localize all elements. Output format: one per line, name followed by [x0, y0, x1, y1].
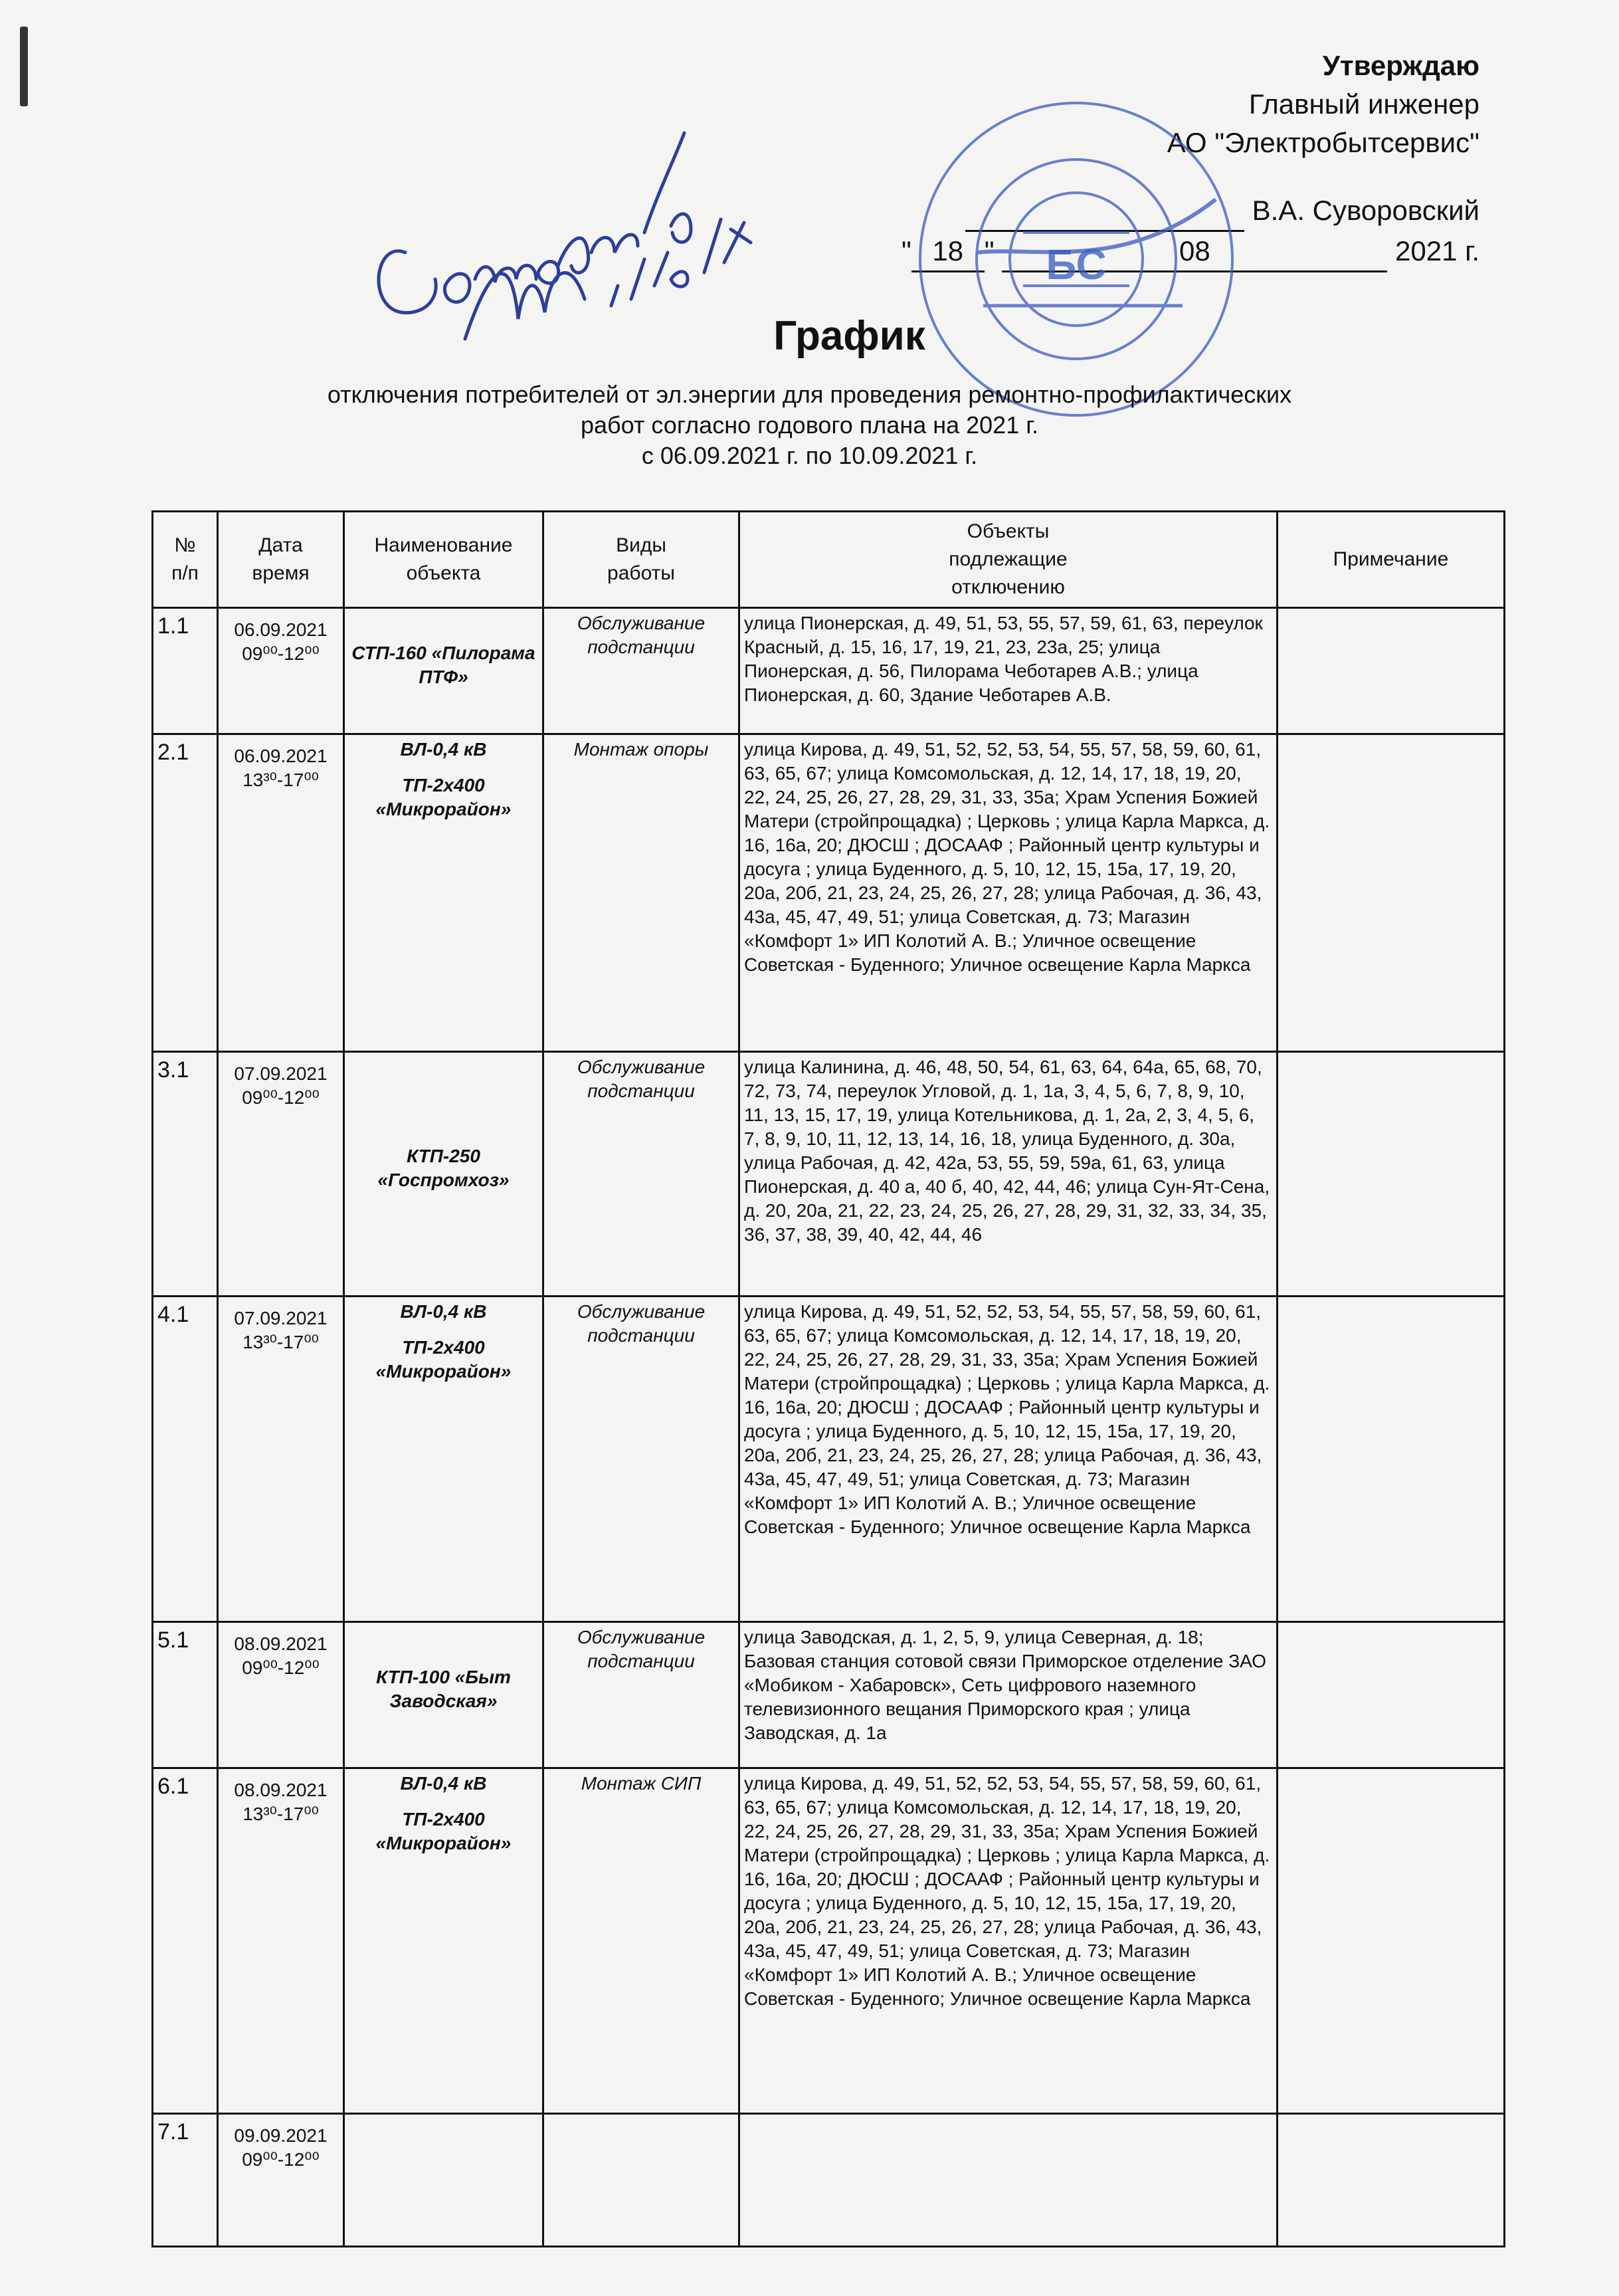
row-num: 1.1: [153, 608, 218, 734]
approval-block: [902, 47, 1479, 272]
signature-underline: [965, 191, 1244, 232]
header-date: [218, 512, 344, 608]
stamp-center-text: БС: [1046, 241, 1107, 288]
row-affected: [739, 2114, 1278, 2247]
row-date: 08.09.2021: [234, 1780, 328, 1800]
row-work: Обслуживание подстанции: [543, 1052, 739, 1297]
row-note: [1278, 2114, 1505, 2247]
header-object-name: [344, 512, 543, 608]
row-date: 07.09.2021: [234, 1308, 328, 1328]
document-title: График: [773, 313, 925, 359]
row-object-line: ТП-2х400 «Микрорайон»: [375, 1809, 512, 1853]
row-datetime: [218, 608, 344, 734]
row-date: 06.09.2021: [234, 746, 328, 766]
row-num: 2.1: [153, 734, 218, 1052]
row-object-line: ВЛ-0,4 кВ: [400, 739, 487, 760]
row-object: [344, 608, 543, 734]
row-datetime: [218, 1768, 344, 2114]
row-object-line: КТП-100 «Быт Заводская»: [376, 1666, 511, 1711]
row-num: 4.1: [153, 1297, 218, 1622]
row-affected: улица Заводская, д. 1, 2, 5, 9, улица Северная, д. 18; Базовая станция сотовой связи Приморское отделение ЗАО «Мобиком - Хабаровск», Сеть цифрового наземного телевизионного вещания Приморского края ; улица Заводская, д. 1а: [739, 1622, 1278, 1768]
header-work-l1: Виды: [616, 534, 666, 556]
date-quote-open: ": [901, 235, 911, 266]
subtitle-line-3: с 06.09.2021 г. по 10.09.2021 г.: [641, 442, 978, 469]
title-block: [0, 312, 1619, 471]
row-time: 09⁰⁰-12⁰⁰: [242, 1087, 320, 1108]
row-time: 09⁰⁰-12⁰⁰: [242, 2149, 320, 2170]
row-object-line: ТП-2х400 «Микрорайон»: [375, 775, 512, 819]
row-work: [543, 2114, 739, 2247]
header-num-l2: п/п: [171, 562, 199, 584]
row-object-line: ВЛ-0,4 кВ: [400, 1773, 487, 1794]
row-object-line: СТП-160 «Пилорама ПТФ»: [351, 642, 535, 687]
table-row: [153, 1052, 1505, 1297]
row-date: 07.09.2021: [234, 1063, 328, 1084]
schedule-table: [151, 510, 1505, 2247]
row-object: [344, 2114, 543, 2247]
row-datetime: [218, 1622, 344, 1768]
signature-line: [902, 191, 1479, 232]
row-datetime: [218, 2114, 344, 2247]
row-object: [344, 1622, 543, 1768]
row-work: Обслуживание подстанции: [543, 608, 739, 734]
header-object-l2: объекта: [406, 562, 481, 584]
row-note: [1278, 1052, 1505, 1297]
row-datetime: [218, 734, 344, 1052]
approval-position: Главный инженер: [1248, 88, 1479, 120]
row-time: 13³⁰-17⁰⁰: [242, 1332, 319, 1352]
row-date: 09.09.2021: [234, 2125, 328, 2146]
row-affected: улица Пионерская, д. 49, 51, 53, 55, 57, 59, 61, 63, переулок Красный, д. 15, 16, 17, 19, 21, 23, 23а, 25; улица Пионерская, д. 56, Пилорама Чеботарев А.В.; улица Пионерская, д. 60, Здание Чеботарев А.В.: [739, 608, 1278, 734]
subtitle-line-1: отключения потребителей от эл.энергии для проведения ремонтно-профилактических: [327, 381, 1292, 408]
header-object-l1: Наименование: [374, 534, 513, 556]
row-object-line: ТП-2х400 «Микрорайон»: [375, 1337, 512, 1382]
header-affected: [739, 512, 1278, 608]
row-datetime: [218, 1297, 344, 1622]
row-date: 08.09.2021: [234, 1633, 328, 1654]
header-affected-l3: отключению: [951, 576, 1065, 598]
row-note: [1278, 1297, 1505, 1622]
table-row: [153, 734, 1505, 1052]
row-object-line: ВЛ-0,4 кВ: [400, 1301, 487, 1322]
row-object: [344, 1768, 543, 2114]
header-work-l2: работы: [607, 562, 675, 584]
row-note: [1278, 1768, 1505, 2114]
approval-word: Утверждаю: [1322, 50, 1479, 81]
table-row: [153, 1297, 1505, 1622]
row-affected: улица Кирова, д. 49, 51, 52, 52, 53, 54, 55, 57, 58, 59, 60, 61, 63, 65, 67; улица Комсомольская, д. 12, 14, 17, 18, 19, 20, 22, 24, 25, 26, 27, 28, 29, 31, 33, 35а; Храм Успения Божией Матери (стройпрощадка) ; Церковь ; улица Карла Маркса, д. 16, 16а, 20; ДЮСШ ; ДОСААФ ; Районный центр культуры и досуга ; улица Буденного, д. 5, 10, 12, 15, 15а, 17, 19, 20, 20а, 20б, 21, 23, 24, 25, 26, 27, 28; улица Рабочая, д. 36, 43, 43а, 45, 47, 49, 51; улица Советская, д. 73; Магазин «Комфорт 1» ИП Колотий А. В.; Уличное освещение Советская - Буденного; Уличное освещение Карла Маркса: [739, 1768, 1278, 2114]
row-work: Монтаж опоры: [543, 734, 739, 1052]
row-object: [344, 1297, 543, 1622]
table-row: [153, 1622, 1505, 1768]
table-row: [153, 2114, 1505, 2247]
row-affected: улица Калинина, д. 46, 48, 50, 54, 61, 63, 64, 64а, 65, 68, 70, 72, 73, 74, переулок Угловой, д. 1, 1а, 3, 4, 5, 6, 7, 8, 9, 10, 11, 13, 15, 17, 19, улица Котельникова, д. 1, 2а, 2, 3, 4, 5, 6, 7, 8, 9, 10, 11, 12, 13, 14, 16, 18, улица Буденного, д. 30а, улица Рабочая, д. 42, 42а, 53, 55, 59, 59а, 61, 63, улица Пионерская, д. 40 а, 40 б, 40, 42, 44, 46; улица Сун-Ят-Сена, д. 20, 20а, 21, 22, 23, 24, 25, 26, 27, 28, 29, 31, 32, 33, 34, 35, 36, 37, 38, 39, 40, 42, 44, 46: [739, 1052, 1278, 1297]
header-affected-l1: Объекты: [967, 520, 1050, 542]
row-work: Обслуживание подстанции: [543, 1622, 739, 1768]
date-day: 18: [911, 232, 985, 272]
row-affected: улица Кирова, д. 49, 51, 52, 52, 53, 54, 55, 57, 58, 59, 60, 61, 63, 65, 67; улица Комсомольская, д. 12, 14, 17, 18, 19, 20, 22, 24, 25, 26, 27, 28, 29, 31, 33, 35а; Храм Успения Божией Матери (стройпрощадка) ; Церковь ; улица Карла Маркса, д. 16, 16а, 20; ДЮСШ ; ДОСААФ ; Районный центр культуры и досуга ; улица Буденного, д. 5, 10, 12, 15, 15а, 17, 19, 20, 20а, 20б, 21, 23, 24, 25, 26, 27, 28; улица Рабочая, д. 36, 43, 43а, 45, 47, 49, 51; улица Советская, д. 73; Магазин «Комфорт 1» ИП Колотий А. В.; Уличное освещение Советская - Буденного; Уличное освещение Карла Маркса: [739, 734, 1278, 1052]
header-date-l2: время: [252, 562, 310, 584]
header-affected-l2: подлежащие: [949, 548, 1068, 570]
row-object: [344, 1052, 543, 1297]
table-row: [153, 608, 1505, 734]
row-note: [1278, 734, 1505, 1052]
scan-binder-mark: [20, 27, 28, 106]
row-time: 09⁰⁰-12⁰⁰: [242, 643, 320, 664]
table-row: [153, 1768, 1505, 2114]
row-work: Обслуживание подстанции: [543, 1297, 739, 1622]
row-affected: улица Кирова, д. 49, 51, 52, 52, 53, 54, 55, 57, 58, 59, 60, 61, 63, 65, 67; улица Комсомольская, д. 12, 14, 17, 18, 19, 20, 22, 24, 25, 26, 27, 28, 29, 31, 33, 35а; Храм Успения Божией Матери (стройпрощадка) ; Церковь ; улица Карла Маркса, д. 16, 16а, 20; ДЮСШ ; ДОСААФ ; Районный центр культуры и досуга ; улица Буденного, д. 5, 10, 12, 15, 15а, 17, 19, 20, 20а, 20б, 21, 23, 24, 25, 26, 27, 28; улица Рабочая, д. 36, 43, 43а, 45, 47, 49, 51; улица Советская, д. 73; Магазин «Комфорт 1» ИП Колотий А. В.; Уличное освещение Советская - Буденного; Уличное освещение Карла Маркса: [739, 1297, 1278, 1622]
row-time: 13³⁰-17⁰⁰: [242, 770, 319, 790]
row-date: 06.09.2021: [234, 619, 328, 640]
date-month: 08: [1002, 232, 1387, 272]
header-num: [153, 512, 218, 608]
row-num: 6.1: [153, 1768, 218, 2114]
header-num-l1: №: [174, 534, 196, 556]
date-year: 2021 г.: [1395, 235, 1479, 266]
row-datetime: [218, 1052, 344, 1297]
approval-org: АО "Электробытсервис": [1167, 127, 1479, 158]
row-time: 09⁰⁰-12⁰⁰: [242, 1657, 320, 1678]
header-note-l1: Примечание: [1333, 548, 1449, 570]
date-quote-close: ": [984, 235, 995, 266]
row-num: 3.1: [153, 1052, 218, 1297]
approval-date: [902, 232, 1479, 272]
row-num: 7.1: [153, 2114, 218, 2247]
row-num: 5.1: [153, 1622, 218, 1768]
row-object: [344, 734, 543, 1052]
row-note: [1278, 608, 1505, 734]
header-note: [1278, 512, 1505, 608]
row-object-line: КТП-250 «Госпромхоз»: [377, 1145, 510, 1190]
row-work: Монтаж СИП: [543, 1768, 739, 2114]
row-note: [1278, 1622, 1505, 1768]
approval-signer: В.А. Суворовский: [1252, 195, 1479, 226]
header-row: [153, 512, 1505, 608]
header-date-l1: Дата: [258, 534, 303, 556]
document-subtitle: [0, 379, 1619, 471]
subtitle-line-2: работ согласно годового плана на 2021 г.: [581, 411, 1038, 439]
header-work-type: [543, 512, 739, 608]
row-time: 13³⁰-17⁰⁰: [242, 1804, 319, 1824]
